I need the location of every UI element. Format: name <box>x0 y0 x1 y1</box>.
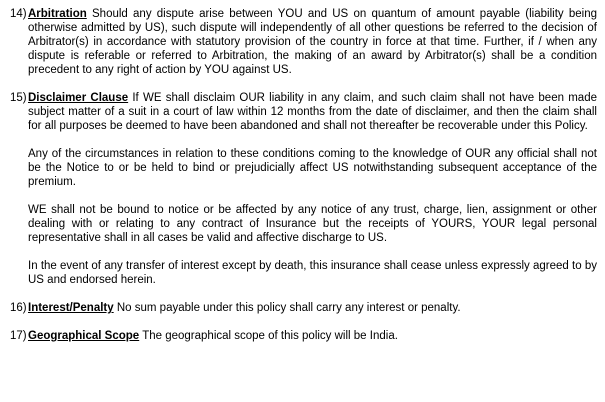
clause-heading: Arbitration <box>28 8 87 20</box>
clause-text: Any of the circumstances in relation to these conditions coming to the knowledge of OUR any official shall not be the Notice to or be held to bind or prejudicially affect US notwithstanding subsequent acceptance of the premium. <box>28 148 597 188</box>
clause-paragraph <box>28 259 597 287</box>
clause-number: 15) <box>10 92 27 104</box>
clause-number: 16) <box>10 302 27 314</box>
clause-number: 14) <box>10 8 27 20</box>
clause-disclaimer <box>10 91 597 287</box>
clause-text: No sum payable under this policy shall carry any interest or penalty. <box>116 302 461 314</box>
clause-text: In the event of any transfer of interest except by death, this insurance shall cease unless expressly agreed to by US and endorsed herein. <box>28 260 597 286</box>
clause-heading: Interest/Penalty <box>28 302 114 314</box>
clause-text: WE shall not be bound to notice or be affected by any notice of any trust, charge, lien, assignment or other dealing with or relating to any contract of Insurance but the receipts of YOURS, YOUR legal personal representative shall in all cases be valid and affective discharge to US. <box>28 204 597 244</box>
clause-text: Should any dispute arise between YOU and US on quantum of amount payable (liability being otherwise admitted by US), such dispute will independently of all other questions be referred to the decision of Arbitrator(s) in accordance with statutory provision of the country in force at that time. Further, if / when any dispute is referable or referred to Arbitration, the making of an award by Arbitrator(s) shall be a condition precedent to any right of action by YOU against US. <box>28 8 597 76</box>
clause-body <box>28 329 597 343</box>
clause-body <box>28 7 597 77</box>
clause-interest-penalty <box>10 301 597 315</box>
clause-text: If WE shall disclaim OUR liability in any claim, and such claim shall not have been made subject matter of a suit in a court of law within 12 months from the date of disclaimer, and then the claim shall for all purposes be deemed to have been abandoned and shall not thereafter be recoverable under this Policy. <box>28 92 597 132</box>
clause-number: 17) <box>10 330 27 342</box>
clause-paragraph <box>28 7 597 77</box>
clause-paragraph <box>28 147 597 189</box>
clause-heading: Geographical Scope <box>28 330 140 342</box>
clause-paragraph <box>28 203 597 245</box>
clause-geographical-scope <box>10 329 597 343</box>
clause-arbitration <box>10 7 597 77</box>
clause-text: The geographical scope of this policy will be India. <box>142 330 398 342</box>
clause-paragraph <box>28 91 597 133</box>
clause-body <box>28 301 597 315</box>
clause-paragraph <box>28 301 597 315</box>
clause-paragraph <box>28 329 597 343</box>
clause-heading: Disclaimer Clause <box>28 92 129 104</box>
clause-body <box>28 91 597 287</box>
